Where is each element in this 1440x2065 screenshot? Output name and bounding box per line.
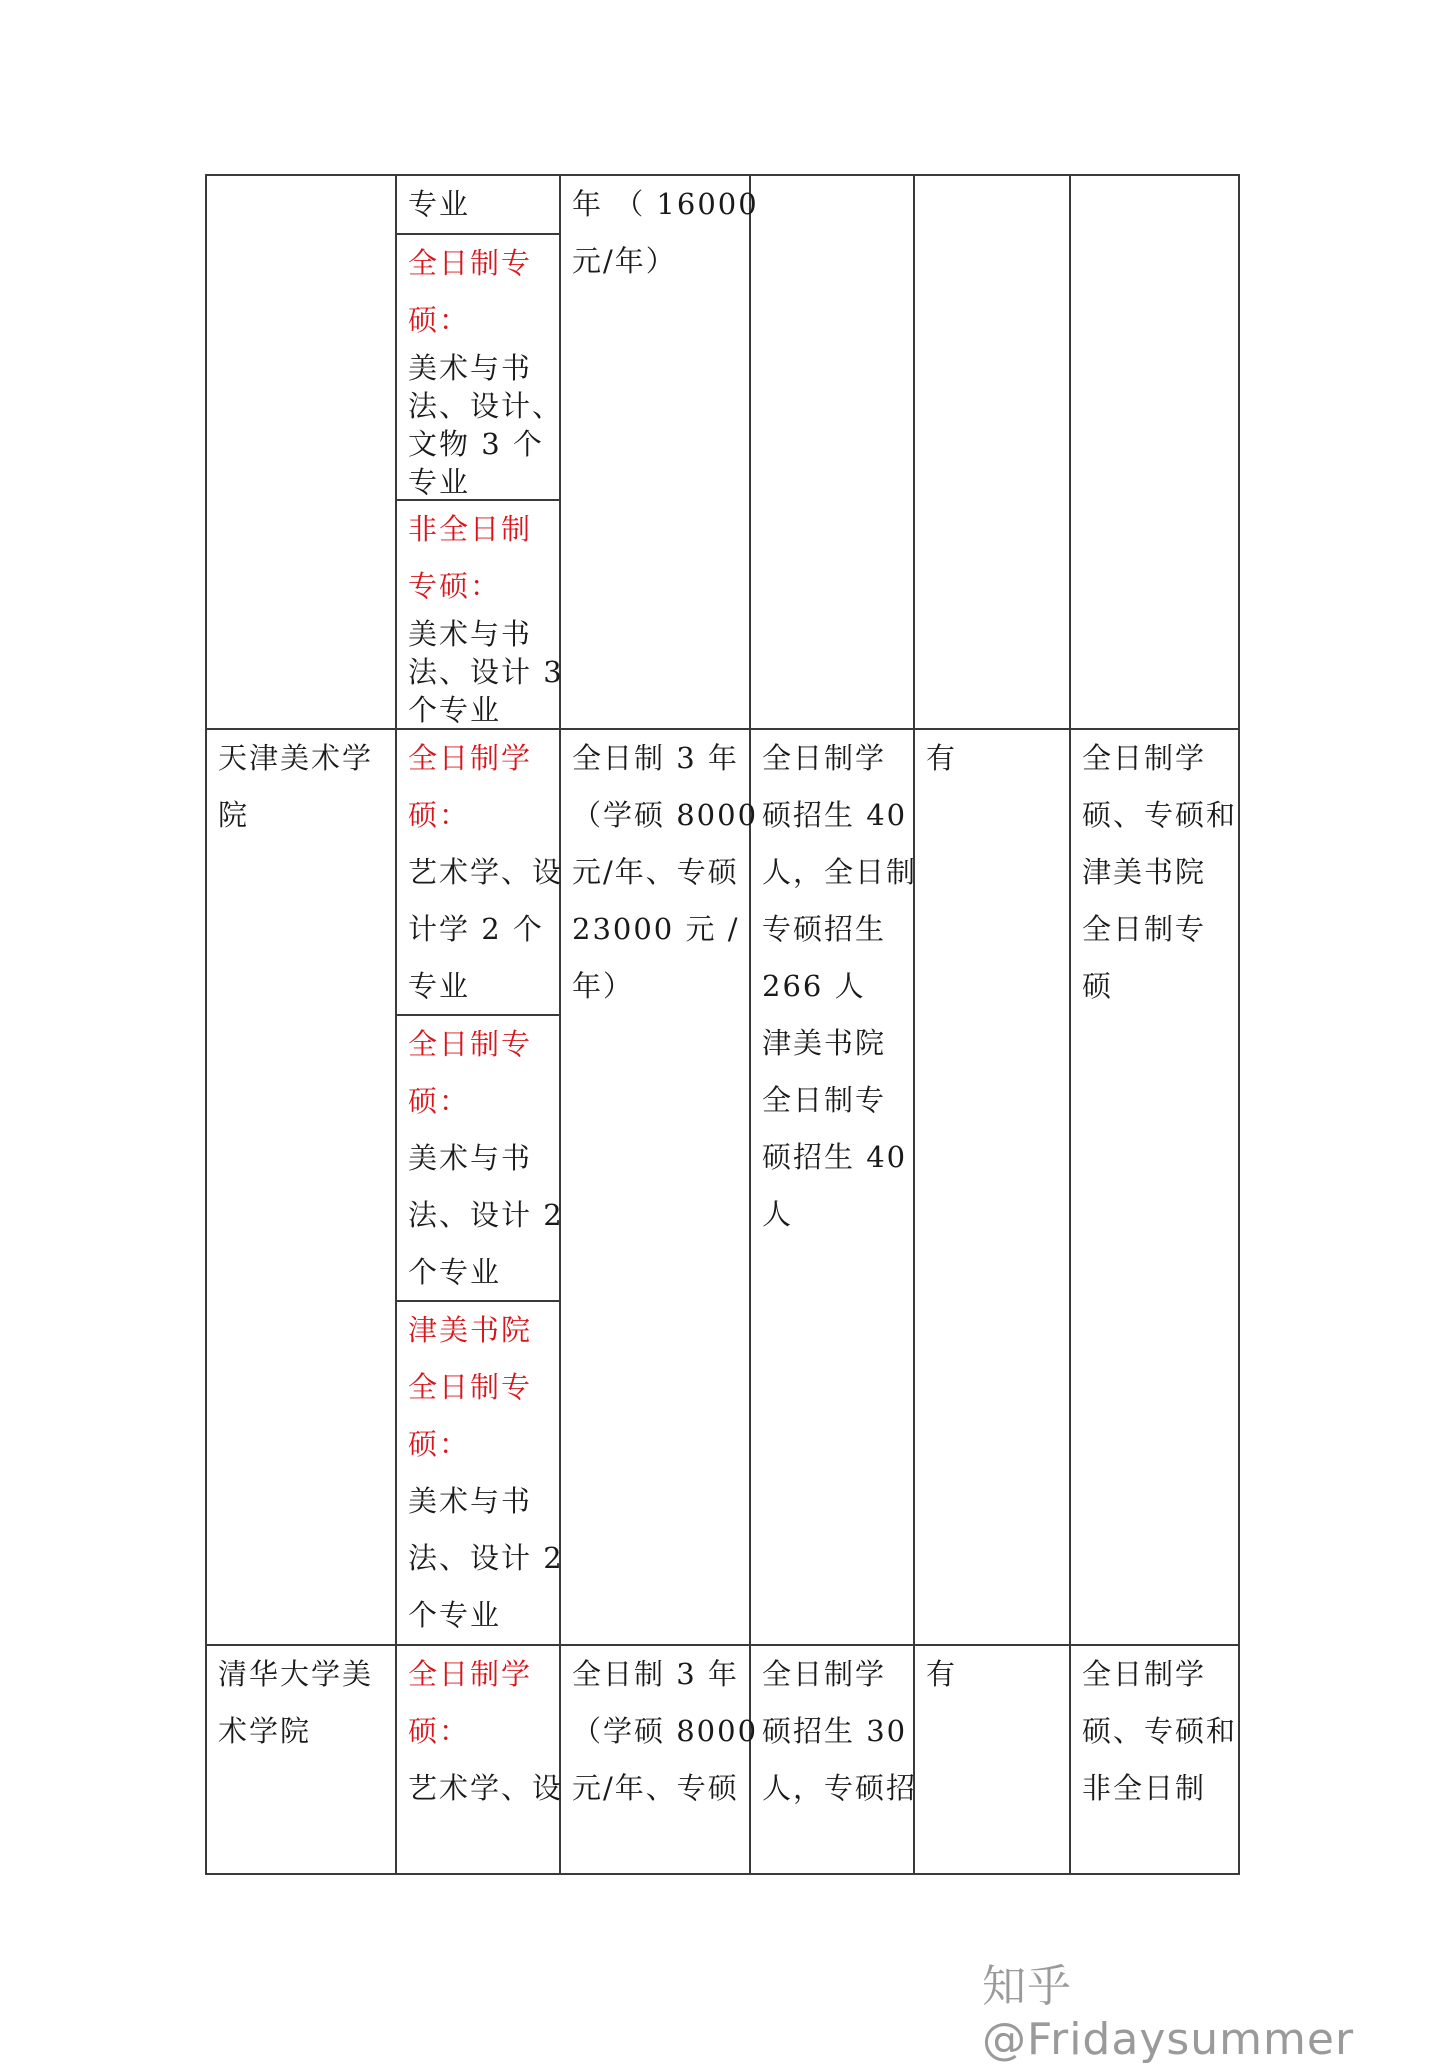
major-cell xyxy=(408,235,563,501)
school-name-cell xyxy=(218,730,373,844)
enrollment-line: 硕招生 40 xyxy=(762,798,908,832)
fee-line: 全日制 3 年 xyxy=(572,1657,739,1691)
enrollment-cell xyxy=(762,730,917,1243)
watermark: 知乎 @Fridaysummer xyxy=(982,1961,1355,2065)
major-cell xyxy=(408,501,564,729)
major-title-line: 全日制专 xyxy=(408,246,533,280)
duration-fee-cell xyxy=(572,176,759,290)
major-cell xyxy=(408,730,563,1015)
notes-cell xyxy=(1082,1646,1237,1817)
school-name-line: 院 xyxy=(218,798,250,832)
notes-cell xyxy=(1082,730,1237,1015)
major-cell xyxy=(408,176,470,233)
enrollment-line: 人，全日制 xyxy=(762,855,918,889)
fee-line: 元/年、专硕 xyxy=(572,855,739,889)
enrollment-line: 全日制学 xyxy=(762,741,887,775)
notes-line: 津美书院 xyxy=(1082,855,1207,889)
exemption-cell xyxy=(926,730,957,787)
major-body-line: 美术与书 xyxy=(408,1141,533,1175)
major-cell xyxy=(408,1302,564,1644)
major-title-line: 硕： xyxy=(408,1714,471,1748)
major-body-line: 个专业 xyxy=(408,1598,502,1632)
major-body-line: 专业 xyxy=(408,187,471,221)
fee-line: 23000 元 / xyxy=(572,912,740,946)
column-divider xyxy=(749,174,751,1875)
major-title-line: 全日制专 xyxy=(408,1370,533,1404)
school-name-line: 天津美术学 xyxy=(218,741,374,775)
fee-line: （学硕 8000 xyxy=(572,798,759,832)
enrollment-line: 硕招生 30 xyxy=(762,1714,908,1748)
enrollment-line: 专硕招生 xyxy=(762,912,887,946)
enrollment-line: 人 xyxy=(762,1197,794,1231)
school-name-line: 术学院 xyxy=(218,1714,312,1748)
major-cell xyxy=(408,1646,563,1817)
major-body-line: 法、设计 2 xyxy=(408,1198,564,1232)
duration-fee-cell xyxy=(572,1646,758,1817)
school-name-line: 清华大学美 xyxy=(218,1657,374,1691)
major-body-line: 个专业 xyxy=(408,1255,502,1289)
major-body-line: 法、设计、 xyxy=(408,389,564,423)
enrollment-line: 津美书院 xyxy=(762,1026,887,1060)
exemption-cell xyxy=(926,1646,957,1703)
major-title-line: 全日制学 xyxy=(408,1657,533,1691)
major-body-line: 法、设计 3 xyxy=(408,655,564,689)
column-divider xyxy=(395,174,397,1875)
major-body-line: 艺术学、设 xyxy=(408,855,564,889)
major-body-line: 专业 xyxy=(408,465,471,499)
notes-line: 硕 xyxy=(1082,969,1114,1003)
enrollment-line: 全日制专 xyxy=(762,1083,887,1117)
exemption-value: 有 xyxy=(926,741,958,775)
notes-line: 硕、专硕和 xyxy=(1082,798,1238,832)
major-body-line: 美术与书 xyxy=(408,1484,533,1518)
major-title-line: 硕： xyxy=(408,303,471,337)
notes-line: 全日制专 xyxy=(1082,912,1207,946)
major-title-line: 硕： xyxy=(408,1427,471,1461)
major-body-line: 计学 2 个 xyxy=(408,912,544,946)
major-title-line: 全日制学 xyxy=(408,741,533,775)
column-divider xyxy=(205,174,207,1875)
notes-line: 全日制学 xyxy=(1082,741,1207,775)
enrollment-cell xyxy=(762,1646,917,1817)
major-cell xyxy=(408,1016,564,1301)
fee-line: 全日制 3 年 xyxy=(572,741,739,775)
major-title-line: 硕： xyxy=(408,1084,471,1118)
major-title-line: 津美书院 xyxy=(408,1313,533,1347)
enrollment-line: 人，专硕招 xyxy=(762,1771,918,1805)
major-title-line: 硕： xyxy=(408,798,471,832)
major-title-line: 非全日制 xyxy=(408,512,533,546)
duration-fee-cell xyxy=(572,730,758,1015)
enrollment-line: 266 人 xyxy=(762,969,866,1003)
fee-line: 年 （ 16000 xyxy=(572,187,759,221)
notes-line: 硕、专硕和 xyxy=(1082,1714,1238,1748)
major-body-line: 文物 3 个 xyxy=(408,427,544,461)
fee-line: 元/年、专硕 xyxy=(572,1771,739,1805)
enrollment-line: 全日制学 xyxy=(762,1657,887,1691)
major-title-line: 专硕： xyxy=(408,569,502,603)
major-body-line: 美术与书 xyxy=(408,617,533,651)
major-body-line: 美术与书 xyxy=(408,351,533,385)
column-divider xyxy=(1069,174,1071,1875)
major-title-line: 全日制专 xyxy=(408,1027,533,1061)
school-name-cell xyxy=(218,1646,373,1760)
fee-line: （学硕 8000 xyxy=(572,1714,759,1748)
enrollment-line: 硕招生 40 xyxy=(762,1140,908,1174)
notes-line: 全日制学 xyxy=(1082,1657,1207,1691)
fee-line: 元/年） xyxy=(572,244,677,278)
column-divider xyxy=(1238,174,1240,1875)
notes-line: 非全日制 xyxy=(1082,1771,1207,1805)
major-body-line: 专业 xyxy=(408,969,471,1003)
exemption-value: 有 xyxy=(926,1657,958,1691)
major-body-line: 法、设计 2 xyxy=(408,1541,564,1575)
table-border-bottom xyxy=(205,1873,1240,1875)
major-body-line: 个专业 xyxy=(408,693,502,727)
major-body-line: 艺术学、设 xyxy=(408,1771,564,1805)
fee-line: 年） xyxy=(572,969,635,1003)
